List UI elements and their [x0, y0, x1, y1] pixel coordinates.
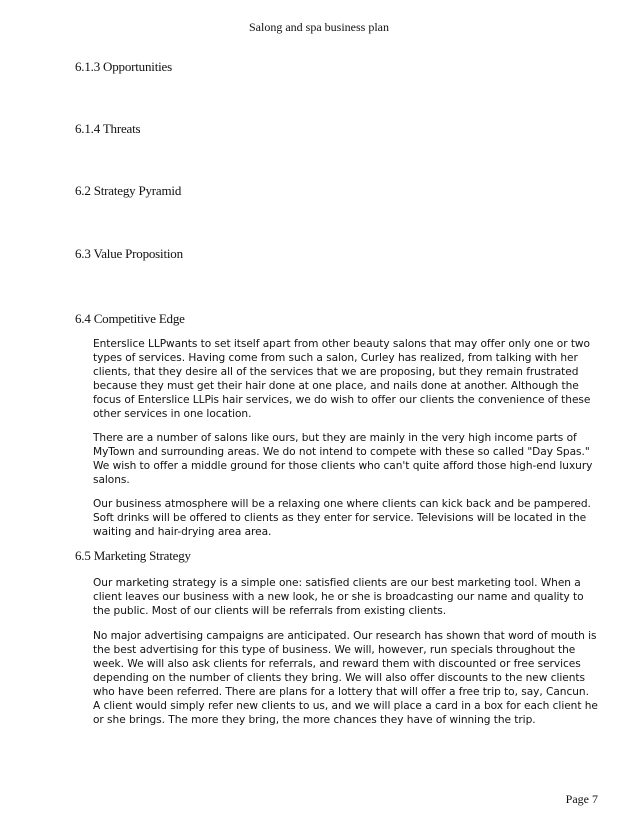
text-line: A client would simply refer new clients to us, and we will place a card in a box for each client he	[93, 700, 598, 712]
text-line: who have been referred. There are plans for a lottery that will offer a free trip to, say, Cancun.	[93, 686, 589, 698]
heading-competitive-edge: 6.4 Competitive Edge	[75, 311, 185, 326]
heading-opportunities: 6.1.3 Opportunities	[75, 59, 172, 74]
text-line: other services in one location.	[93, 408, 252, 420]
marketing-strategy-paragraph-1	[93, 576, 603, 618]
text-line: types of services. Having come from such a salon, Curley has realized, from talking with her	[93, 352, 578, 364]
heading-value-proposition: 6.3 Value Proposition	[75, 246, 183, 261]
text-line: salons.	[93, 474, 130, 486]
heading-threats: 6.1.4 Threats	[75, 121, 141, 136]
text-line: Our marketing strategy is a simple one: satisfied clients are our best marketing tool. When a	[93, 577, 581, 589]
text-line: waiting and hair-drying area area.	[93, 526, 272, 538]
running-header: Salong and spa business plan	[249, 20, 389, 34]
text-line: focus of Enterslice LLPis hair services, we do wish to offer our clients the convenience of these	[93, 394, 591, 406]
text-line: clients, that they desire all of the services that we are proposing, but they remain frustrated	[93, 366, 579, 378]
text-line: the public. Most of our clients will be referrals from existing clients.	[93, 605, 447, 617]
text-line: MyTown and surrounding areas. We do not intend to compete with these so called "Day Spas."	[93, 446, 590, 458]
text-line: or she brings. The more they bring, the more chances they have of winning the trip.	[93, 714, 536, 726]
text-line: Enterslice LLPwants to set itself apart from other beauty salons that may offer only one or two	[93, 338, 590, 350]
text-line: There are a number of salons like ours, but they are mainly in the very high income parts of	[93, 432, 577, 444]
text-line: week. We will also ask clients for referrals, and reward them with discounted or free services	[93, 658, 581, 670]
text-line: Soft drinks will be offered to clients as they enter for service. Televisions will be located in the	[93, 512, 587, 524]
text-line: the best advertising for this type of business. We will, however, run specials throughout the	[93, 644, 576, 656]
heading-strategy-pyramid: 6.2 Strategy Pyramid	[75, 183, 182, 198]
text-line: depending on the number of clients they bring. We will also offer discounts to the new clients	[93, 672, 585, 684]
text-line: client leaves our business with a new look, he or she is broadcasting our name and quality to	[93, 591, 584, 603]
text-line: Our business atmosphere will be a relaxing one where clients can kick back and be pampered.	[93, 498, 591, 510]
text-line: No major advertising campaigns are anticipated. Our research has shown that word of mouth is	[93, 630, 597, 642]
text-line: because they must get their hair done at one place, and nails done at another. Although the	[93, 380, 579, 392]
competitive-edge-paragraph-2	[93, 431, 603, 487]
page-number: Page 7	[565, 792, 598, 806]
text-line: We wish to offer a middle ground for those clients who can't quite afford those high-end luxury	[93, 460, 593, 472]
competitive-edge-paragraph-1	[93, 337, 603, 421]
marketing-strategy-paragraph-2	[93, 629, 603, 727]
competitive-edge-paragraph-3	[93, 497, 603, 539]
heading-marketing-strategy: 6.5 Marketing Strategy	[75, 548, 191, 563]
